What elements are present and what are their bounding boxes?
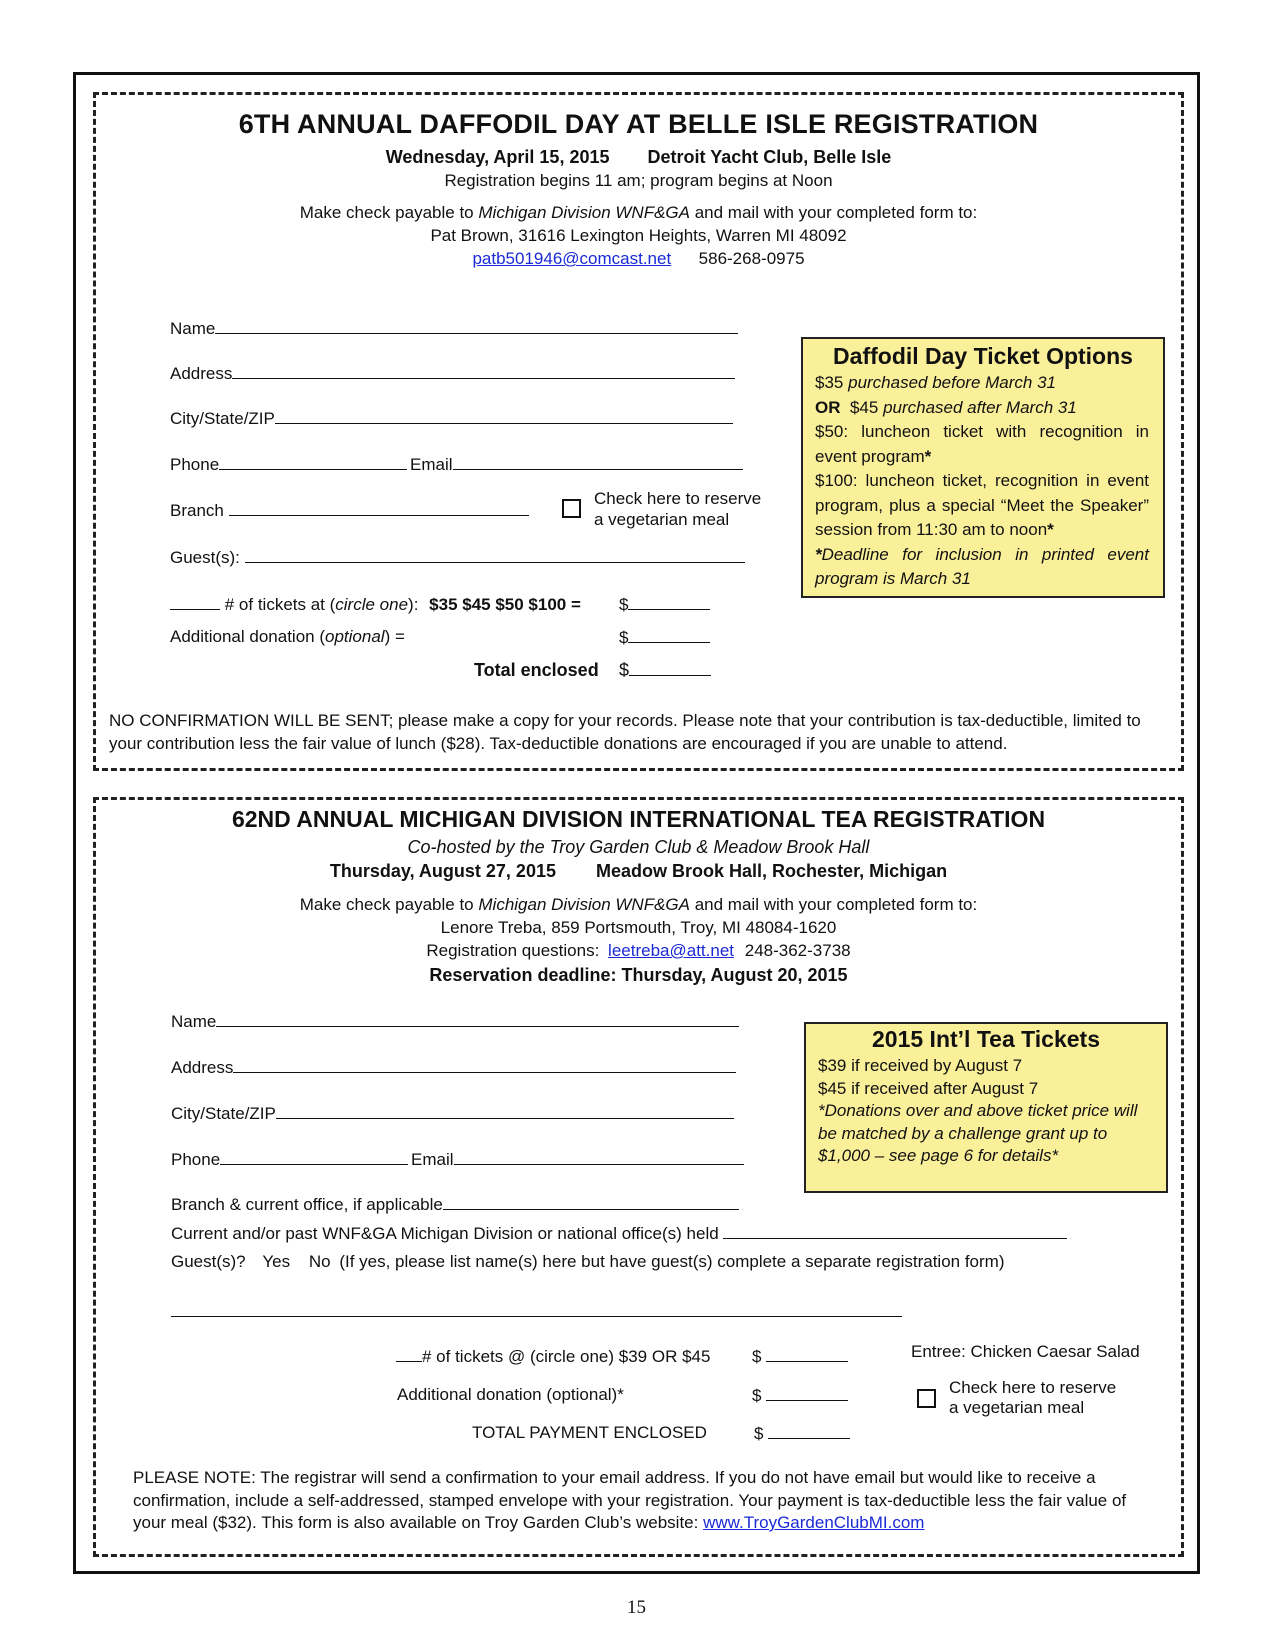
daffodil-total-amount[interactable]: $	[619, 660, 711, 681]
tea-branch-office-field[interactable]: Branch & current office, if applicable	[171, 1194, 739, 1215]
tea-phone: 248-362-3738	[744, 941, 851, 960]
tea-total-amount[interactable]: $	[754, 1423, 850, 1444]
option-deadline: *Deadline for inclusion in printed event program is March 31	[815, 544, 1149, 588]
tea-donation-amount[interactable]: $	[752, 1385, 848, 1406]
tea-total-label: TOTAL PAYMENT ENCLOSED	[472, 1423, 707, 1442]
daffodil-tickets-amount[interactable]: $	[619, 594, 710, 615]
tea-date-venue	[96, 861, 1181, 882]
tea-address-field[interactable]: Address	[171, 1057, 736, 1078]
daffodil-registration-time: Registration begins 11 am; program begins at Noon	[444, 171, 833, 190]
tea-tickets-row[interactable]: # of tickets @ (circle one) $39 OR $45	[396, 1346, 710, 1367]
tea-tickets-amount[interactable]: $	[752, 1346, 848, 1367]
tea-name-field[interactable]: Name	[171, 1011, 739, 1032]
option-line-35: $35 purchased before March 31	[815, 373, 1057, 392]
daffodil-tickets-row[interactable]: # of tickets at (circle one): $35 $45 $50 $100 =	[170, 594, 581, 615]
daffodil-name-field[interactable]: Name	[170, 318, 738, 339]
tea-phone-field[interactable]: Phone	[171, 1149, 408, 1170]
option-line-45: OR $45 purchased after March 31	[815, 397, 1077, 417]
daffodil-venue: Detroit Yacht Club, Belle Isle	[647, 147, 892, 167]
daffodil-ticket-prices[interactable]: $35 $45 $50 $100 =	[429, 595, 581, 614]
tea-vegetarian-label: Check here to reserve a vegetarian meal	[949, 1378, 1117, 1417]
daffodil-options-heading: Daffodil Day Ticket Options	[833, 343, 1133, 369]
tea-city-field[interactable]: City/State/ZIP	[171, 1103, 734, 1124]
daffodil-notice: NO CONFIRMATION WILL BE SENT; please make a copy for your records. Please note that your contribution is tax-deductible, limited to your contribution less the fair value of lunch ($28). Tax-deductible donations are encouraged if you are unable to attend.	[109, 711, 1141, 753]
daffodil-address-field[interactable]: Address	[170, 363, 735, 384]
tea-guests-row: Guest(s)? Yes No (If yes, please list name(s) here but have guest(s) complete a separate registration form)	[171, 1252, 1005, 1271]
tea-check-instructions: Make check payable to Michigan Division WNF&GA and mail with your completed form to:	[299, 895, 978, 914]
tea-cohost: Co-hosted by the Troy Garden Club & Meadow Brook Hall	[407, 837, 870, 857]
daffodil-vegetarian-label: Check here to reserve a vegetarian meal	[594, 489, 762, 529]
option-line-50: $50: luncheon ticket with recognition in event program*	[815, 422, 1149, 466]
troy-garden-club-website-link[interactable]: www.TroyGardenClubMI.com	[703, 1513, 925, 1532]
tea-past-office-field[interactable]: Current and/or past WNF&GA Michigan Division or national office(s) held	[171, 1223, 1067, 1244]
tea-guests-no[interactable]: No	[308, 1252, 331, 1271]
tea-tickets-heading: 2015 Int’l Tea Tickets	[872, 1026, 1100, 1052]
daffodil-total-label: Total enclosed	[474, 660, 599, 680]
daffodil-phone: 586-268-0975	[698, 249, 805, 268]
tea-notice: PLEASE NOTE: The registrar will send a confirmation to your email address. If you do not have email but would like to receive a confirmation, include a self-addressed, stamped envelope with your registration. Your payment is tax-deductible less the fair value of your meal ($32). This form is also available on Troy Garden Club’s website: www.TroyGardenClubMI.com	[133, 1468, 1127, 1532]
daffodil-guests-field[interactable]: Guest(s):	[170, 547, 745, 568]
tea-date: Thursday, August 27, 2015	[329, 861, 556, 881]
daffodil-branch-field[interactable]: Branch	[170, 500, 529, 521]
daffodil-email-field[interactable]: Email	[410, 454, 743, 475]
tea-guests-yes[interactable]: Yes	[262, 1252, 291, 1271]
daffodil-contact	[96, 249, 1181, 269]
tea-questions: Registration questions: leetreba@att.net 248-362-3738	[426, 941, 851, 960]
daffodil-date: Wednesday, April 15, 2015	[385, 147, 610, 167]
option-line-100: $100: luncheon ticket, recognition in event program, plus a special “Meet the Speaker” session from 11:30 am to noon*	[815, 471, 1149, 539]
tea-payee: Michigan Division WNF&GA	[478, 895, 690, 914]
tea-title: 62ND ANNUAL MICHIGAN DIVISION INTERNATIONAL TEA REGISTRATION	[231, 806, 1046, 832]
daffodil-payee: Michigan Division WNF&GA	[478, 203, 690, 222]
daffodil-title: 6TH ANNUAL DAFFODIL DAY AT BELLE ISLE REGISTRATION	[238, 109, 1039, 139]
daffodil-vegetarian-checkbox[interactable]	[562, 499, 581, 518]
daffodil-ticket-options-box	[801, 337, 1165, 598]
tea-email-link[interactable]: leetreba@att.net	[608, 941, 734, 960]
tea-mail-address: Lenore Treba, 859 Portsmouth, Troy, MI 48084-1620	[440, 918, 837, 937]
tea-donation-label: Additional donation (optional)*	[397, 1385, 624, 1404]
tea-guest-names-line[interactable]	[171, 1316, 902, 1317]
tea-entree: Entree: Chicken Caesar Salad	[911, 1342, 1140, 1361]
daffodil-mail-address: Pat Brown, 31616 Lexington Heights, Warren MI 48092	[430, 226, 847, 245]
page-number: 15	[627, 1597, 646, 1618]
daffodil-check-instructions: Make check payable to Michigan Division WNF&GA and mail with your completed form to:	[299, 203, 978, 222]
tea-tickets-box: 2015 Int’l Tea Tickets $39 if received by August 7 $45 if received after August 7 *Donations over and above ticket price will be matched by a challenge grant up to $1,000 – see page 6 for details*	[804, 1022, 1168, 1193]
tea-vegetarian-checkbox[interactable]	[917, 1389, 936, 1408]
tea-deadline: Reservation deadline: Thursday, August 20, 2015	[429, 965, 848, 985]
daffodil-email-link[interactable]: patb501946@comcast.net	[472, 249, 672, 268]
daffodil-donation-row: Additional donation (optional) =	[170, 627, 405, 646]
daffodil-city-field[interactable]: City/State/ZIP	[170, 408, 733, 429]
daffodil-date-venue	[96, 147, 1181, 168]
tea-venue: Meadow Brook Hall, Rochester, Michigan	[596, 861, 948, 881]
tea-email-field[interactable]: Email	[411, 1149, 744, 1170]
daffodil-phone-field[interactable]: Phone	[170, 454, 407, 475]
daffodil-donation-amount[interactable]: $	[619, 627, 710, 648]
